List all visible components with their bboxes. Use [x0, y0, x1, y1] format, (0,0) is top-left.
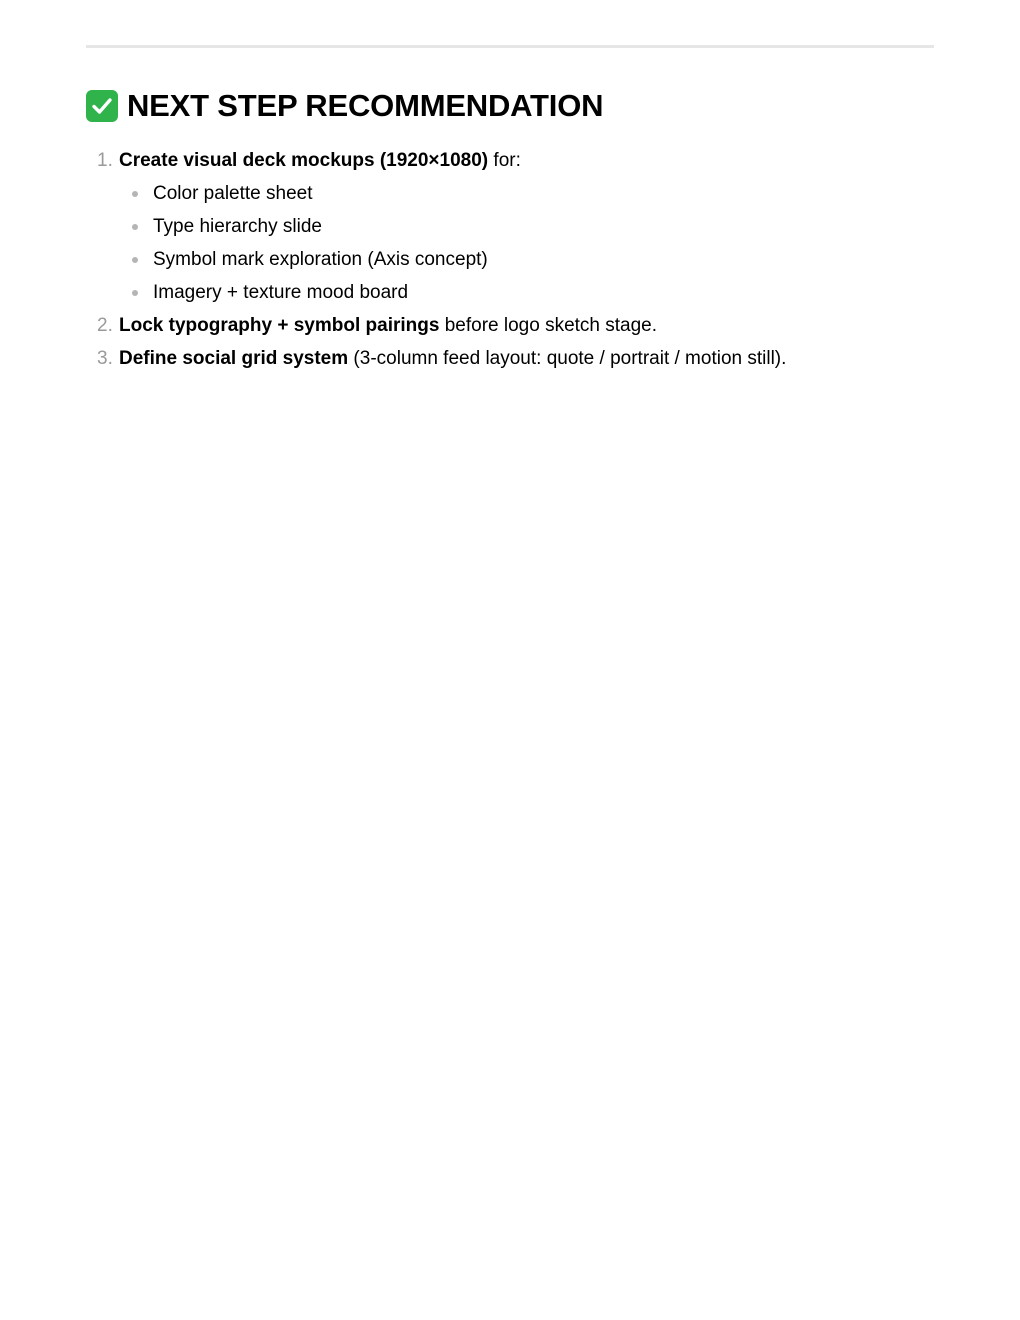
section-heading: [86, 88, 934, 124]
step-number: 1.: [97, 150, 113, 171]
sub-list-item: [119, 210, 934, 243]
sub-list-item: [119, 276, 934, 309]
list-item-step-3: [86, 342, 934, 375]
bullet-icon: [132, 257, 138, 263]
sub-list-item: [119, 177, 934, 210]
horizontal-divider: [86, 45, 934, 48]
bullet-icon: [132, 191, 138, 197]
sub-item-text: Imagery + texture mood board: [153, 282, 409, 303]
step-text: for:: [488, 150, 521, 171]
bullet-icon: [132, 290, 138, 296]
step-number: 3.: [97, 348, 113, 369]
sub-item-text: Symbol mark exploration (Axis concept): [153, 249, 488, 270]
step-bold-text: Create visual deck mockups (1920×1080): [119, 150, 489, 171]
step-text: before logo sketch stage.: [439, 315, 658, 336]
sub-list: [119, 177, 934, 309]
sub-item-text: Type hierarchy slide: [153, 216, 322, 237]
list-item-step-2: [86, 309, 934, 342]
sub-item-text: Color palette sheet: [153, 183, 313, 204]
recommendation-list: [86, 144, 934, 375]
sub-list-item: [119, 243, 934, 276]
check-mark-button-icon: [86, 90, 118, 122]
step-bold-text: Define social grid system: [119, 348, 349, 369]
step-bold-text: Lock typography + symbol pairings: [119, 315, 440, 336]
step-number: 2.: [97, 315, 113, 336]
document-page: [86, 45, 934, 375]
section-title: NEXT STEP RECOMMENDATION: [127, 88, 604, 123]
step-text: (3-column feed layout: quote / portrait / motion still).: [348, 348, 787, 369]
list-item-step-1: [86, 144, 934, 309]
bullet-icon: [132, 224, 138, 230]
